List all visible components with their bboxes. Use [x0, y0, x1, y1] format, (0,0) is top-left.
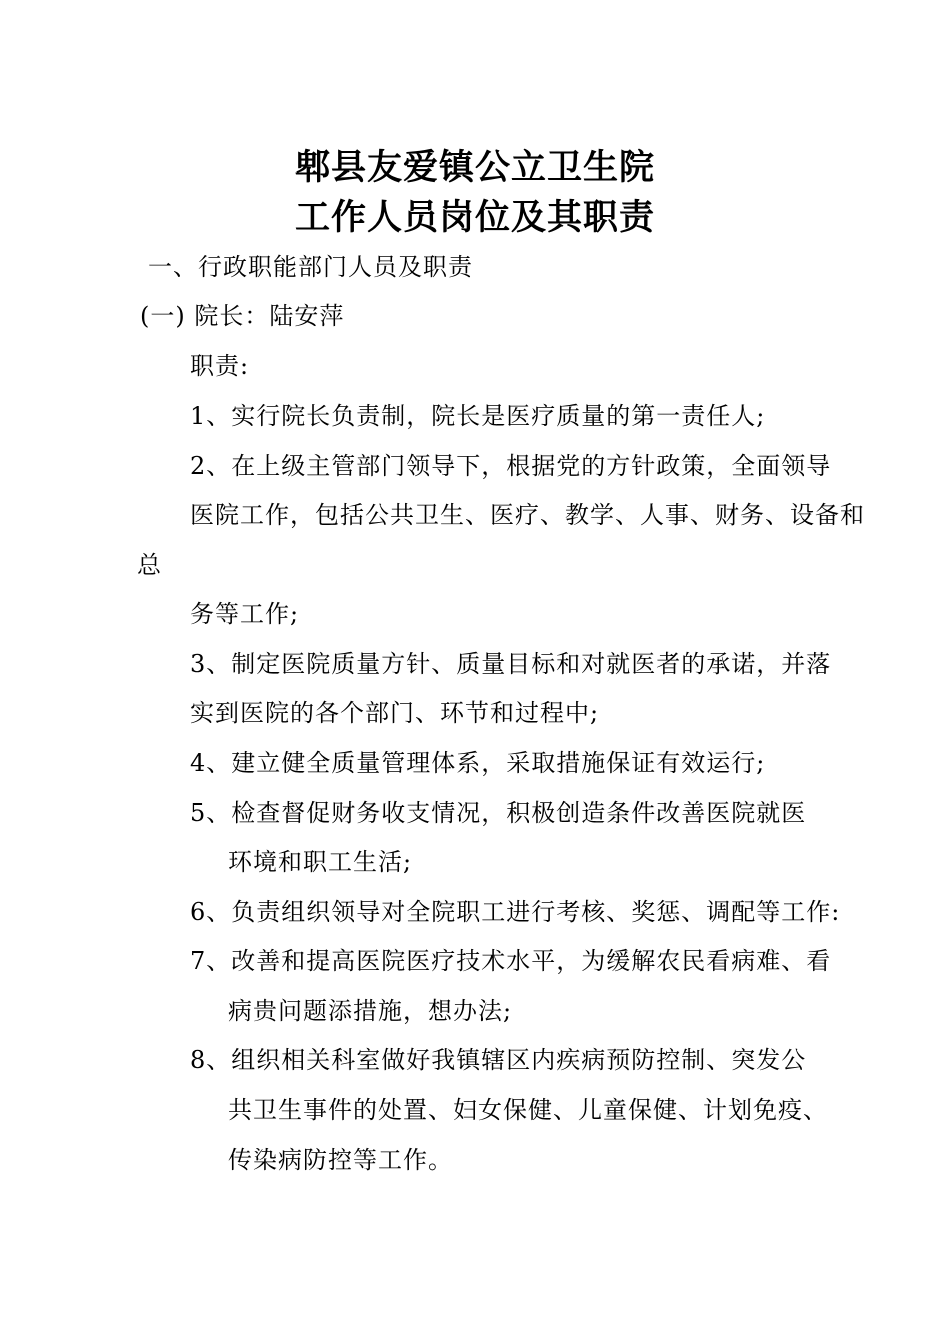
duty-line: 医院工作，包括公共卫生、医疗、教学、人事、财务、设备和: [190, 501, 865, 529]
duties-label: 职责:: [190, 352, 250, 380]
section-heading: 一、行政职能部门人员及职责: [148, 253, 473, 281]
document-title-line-2: 工作人员岗位及其职责: [294, 197, 655, 238]
duty-line: 实到医院的各个部门、环节和过程中;: [190, 699, 600, 727]
duty-line: 8、组织相关科室做好我镇辖区内疾病预防控制、突发公: [190, 1046, 807, 1074]
duty-line: 4、建立健全质量管理体系，采取措施保证有效运行;: [190, 749, 766, 777]
duty-line: 传染病防控等工作。: [228, 1146, 453, 1174]
duty-line: 总: [137, 551, 162, 579]
subsection-heading: (一) 院长：陆安萍: [140, 302, 345, 330]
duty-line: 7、改善和提高医院医疗技术水平，为缓解农民看病难、看: [190, 947, 832, 975]
duty-line: 2、在上级主管部门领导下，根据党的方针政策，全面领导: [190, 452, 832, 480]
document-title-line-1: 郫县友爱镇公立卫生院: [294, 147, 655, 188]
duty-line: 5、检查督促财务收支情况，积极创造条件改善医院就医: [190, 799, 807, 827]
duty-line: 环境和职工生活;: [228, 848, 413, 876]
duty-line: 务等工作;: [190, 600, 300, 628]
duty-line: 共卫生事件的处置、妇女保健、儿童保健、计划免疫、: [228, 1096, 828, 1124]
duty-line: 3、制定医院质量方针、质量目标和对就医者的承诺，并落: [190, 650, 832, 678]
duty-line: 病贵问题添措施，想办法;: [228, 997, 513, 1025]
duty-line: 6、负责组织领导对全院职工进行考核、奖惩、调配等工作:: [190, 898, 841, 926]
duty-line: 1、实行院长负责制，院长是医疗质量的第一责任人;: [190, 402, 766, 430]
